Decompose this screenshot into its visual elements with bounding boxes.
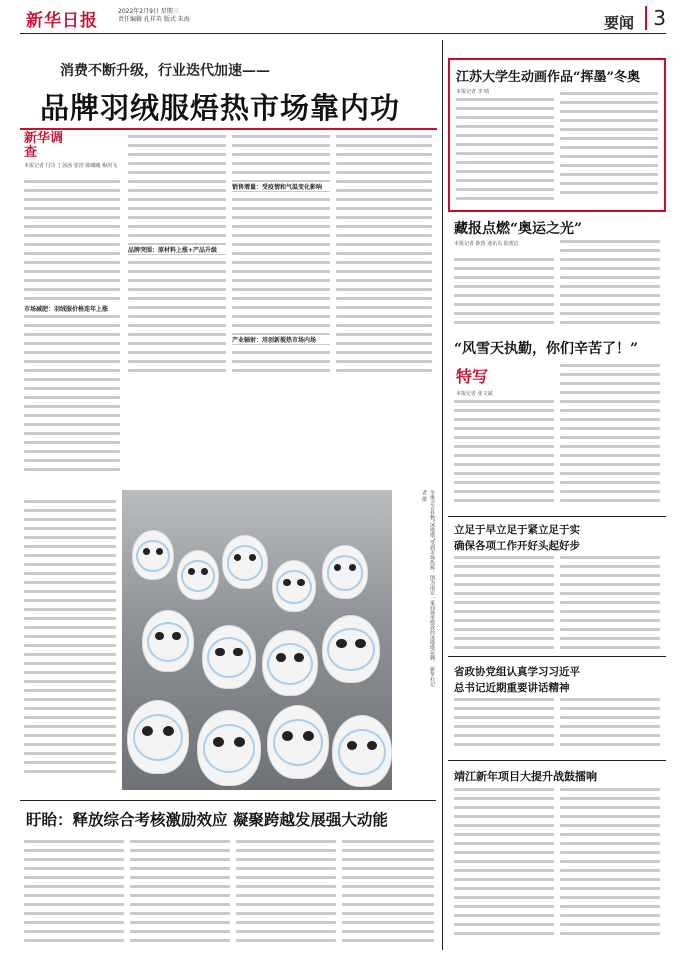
column-logo-xinhua-survey: [24, 132, 74, 160]
lead-column-1: [24, 180, 120, 490]
bottom-rule: [20, 800, 436, 801]
panda-doll: [222, 535, 268, 589]
brief-2-column-2: [560, 698, 660, 752]
lead-subhead-2: 品牌突围：原材料上涨+产品升级: [128, 245, 228, 254]
lead-column-2: [128, 135, 226, 380]
brief-rule-3: [448, 760, 666, 761]
brief-2-subheadline: 总书记近期重要讲话精神: [454, 682, 570, 694]
column-logo-special: [456, 364, 488, 387]
lead-subhead-4: 产业辐射：用创新搅热市场内场: [232, 335, 332, 344]
masthead-meta: [118, 8, 190, 24]
bottom-headline: 盱眙：释放综合考核激励效应 凝聚跨越发展强大动能: [26, 810, 388, 829]
brief-2-column-1: [454, 698, 554, 752]
editor-line: 责任编辑 孔祥英 版式 朱海: [118, 16, 190, 23]
brief-3-headline: 靖江新年项目大提升战鼓擂响: [454, 770, 597, 783]
ice-headline: 藏报点燃“奥运之光”: [454, 221, 583, 237]
lead-byline: 本报记者 付奇 丁茜茜 张滢 陈曦曦 梅剑飞: [24, 163, 117, 169]
panda-doll: [322, 545, 368, 599]
photo-side-column: [24, 500, 116, 790]
panda-doll: [332, 715, 392, 787]
animation-column-1: [456, 98, 554, 202]
bottom-column-1: [24, 840, 124, 950]
brief-1-column-1: [454, 556, 554, 652]
panda-doll: [322, 615, 380, 683]
lead-kicker: 消费不断升级，行业迭代加速——: [60, 63, 270, 79]
panda-doll: [197, 710, 261, 786]
page-number: 3: [645, 6, 666, 30]
ice-column-1: [454, 258, 554, 328]
lead-column-4: [336, 135, 432, 380]
lead-rule: [20, 128, 437, 130]
brief-3-column-2: [560, 788, 660, 948]
bottom-column-3: [236, 840, 336, 950]
ice-column-2: [560, 240, 660, 328]
brief-rule-2: [448, 656, 666, 657]
column-divider: [442, 40, 443, 950]
bottom-column-4: [342, 840, 434, 950]
panda-doll: [202, 625, 256, 689]
brief-1-headline: 立足于早立足于紧立足于实: [454, 524, 580, 536]
lead-headline: 品牌羽绒服焐热市场靠内功: [40, 91, 401, 125]
panda-doll: [262, 630, 318, 696]
masthead-rule: [20, 33, 666, 34]
photo-caption: 冬奥会吉祥物“冰墩墩”受到市场热捧。图为南京一家商场里摆放的冰墩墩玩偶。 新华社记者 摄: [421, 490, 435, 687]
wind-byline: 本报记者 张文斌: [456, 391, 493, 397]
animation-byline: 本报记者 李 晴: [456, 89, 490, 95]
animation-headline: 江苏大学生动画作品“挥墨”冬奥: [456, 70, 640, 85]
panda-doll: [272, 560, 316, 612]
ice-byline: 本报记者 陈鲁 通讯员 陆蕾洁: [454, 241, 519, 247]
brief-2-headline: 省政协党组认真学习习近平: [454, 666, 580, 678]
section-name: 要闻: [603, 14, 634, 32]
column-logo-special-text: 特写: [456, 367, 489, 386]
brief-1-column-2: [560, 556, 660, 652]
panda-doll: [267, 705, 329, 779]
column-logo-text: 新华调查: [24, 131, 64, 160]
masthead-brand: 新华日报: [26, 11, 98, 31]
date-line: 2022年2月9日 星期三: [118, 8, 179, 15]
wind-column-1: [454, 400, 554, 510]
panda-doll: [132, 530, 174, 580]
panda-doll: [177, 550, 219, 600]
panda-doll: [127, 700, 189, 774]
wind-column-2: [560, 364, 660, 510]
wind-headline: “风雪天执勤，你们辛苦了！”: [454, 341, 639, 357]
panda-doll: [142, 610, 194, 672]
brief-3-column-1: [454, 788, 554, 948]
animation-column-2: [560, 92, 658, 202]
lead-subhead-3: 销售增量：受疫情和气温变化影响: [232, 182, 332, 191]
brief-rule-1: [448, 516, 666, 517]
lead-subhead-1: 市场减肥：羽绒服价格连年上涨: [24, 304, 124, 313]
brief-1-subheadline: 确保各项工作开好头起好步: [454, 540, 580, 552]
bing-dwen-dwen-photo: [122, 490, 392, 790]
bottom-column-2: [130, 840, 230, 950]
